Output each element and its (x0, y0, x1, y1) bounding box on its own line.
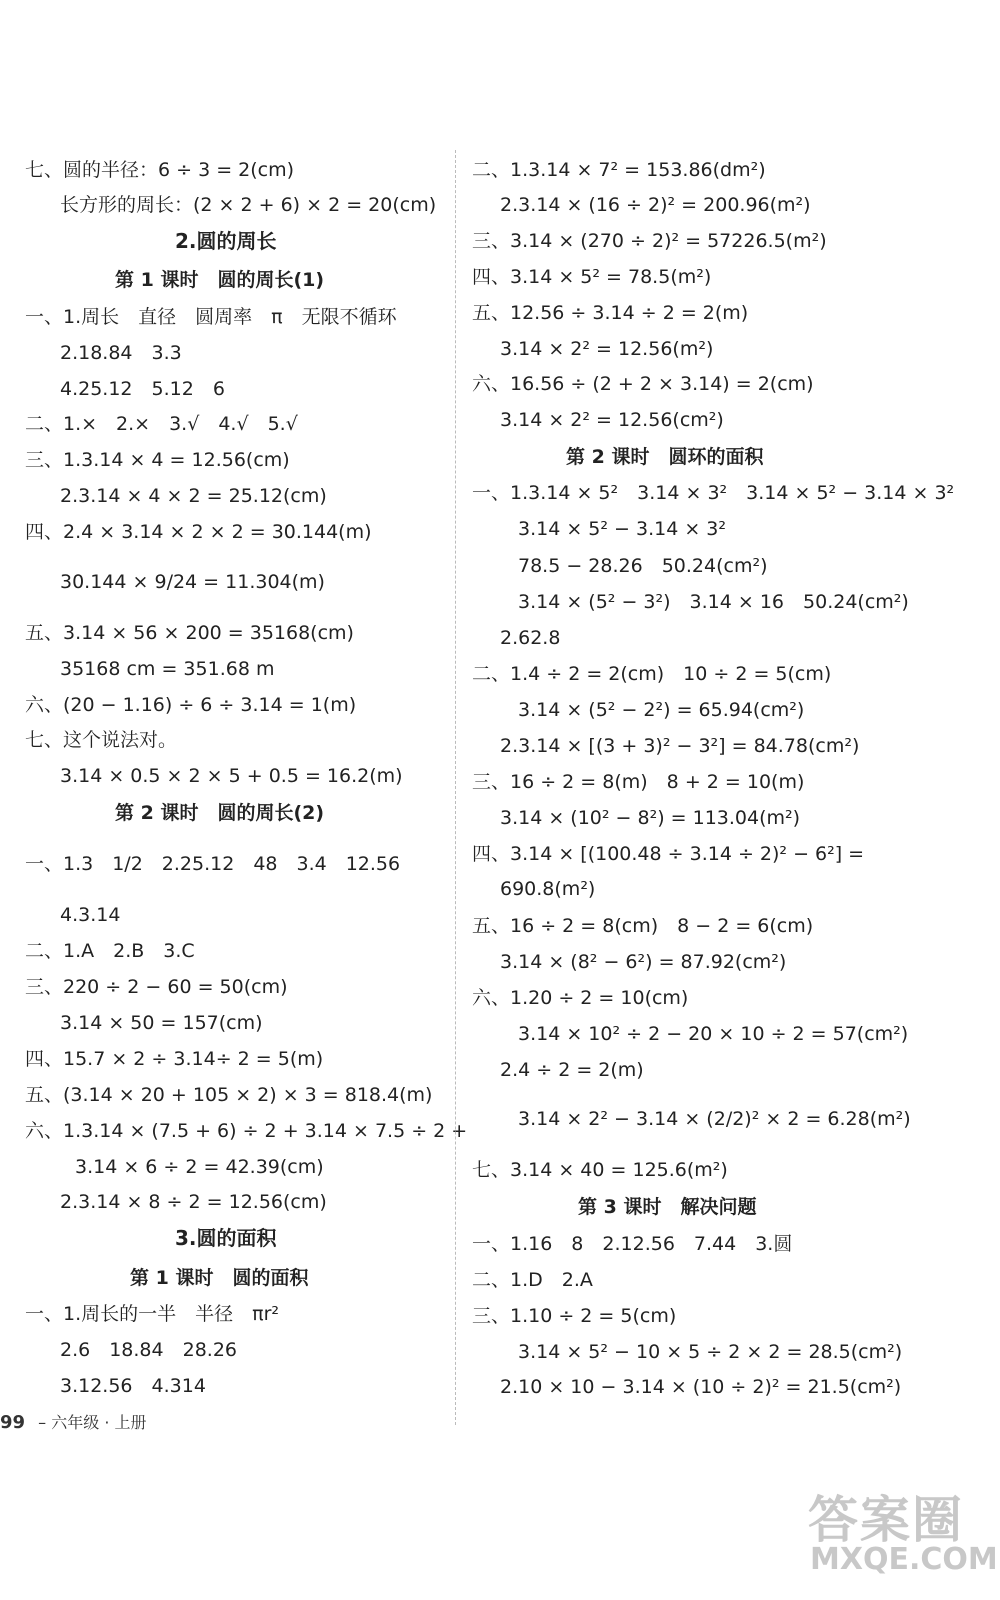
answer-line: 2.6 18.84 28.26 (60, 1339, 238, 1361)
answer-line: 四、3.14 × [(100.48 ÷ 3.14 ÷ 2)² − 6²] = (472, 843, 865, 865)
page-footer (0, 1410, 147, 1433)
section-heading: 第 3 课时 解决问题 (578, 1196, 757, 1218)
answer-line: 2.3.14 × (16 ÷ 2)² = 200.96(m²) (500, 194, 811, 216)
answer-line: 三、3.14 × (270 ÷ 2)² = 57226.5(m²) (472, 230, 827, 252)
answer-line: 一、1.3.14 × 5² 3.14 × 3² 3.14 × 5² − 3.14 × 3² (472, 482, 955, 504)
answer-line: 长方形的周长：(2 × 2 + 6) × 2 = 20(cm) (60, 194, 437, 216)
answer-line: 三、1.10 ÷ 2 = 5(cm) (472, 1305, 677, 1327)
footer-dash: – (38, 1413, 47, 1432)
answer-line: 四、3.14 × 5² = 78.5(m²) (472, 266, 712, 288)
answer-line: 2.62.8 (500, 627, 561, 649)
answer-line: 2.4 ÷ 2 = 2(m) (500, 1059, 644, 1081)
answer-line: 五、3.14 × 56 × 200 = 35168(cm) (25, 622, 354, 644)
answer-line: 六、(20 − 1.16) ÷ 6 ÷ 3.14 = 1(m) (25, 694, 357, 716)
answer-line: 3.14 × (8² − 6²) = 87.92(cm²) (500, 951, 787, 973)
answer-line: 六、16.56 ÷ (2 + 2 × 3.14) = 2(cm) (472, 373, 814, 395)
answer-line: 六、1.3.14 × (7.5 + 6) ÷ 2 + 3.14 × 7.5 ÷ 2 + (25, 1120, 468, 1142)
answer-line: 三、16 ÷ 2 = 8(m) 8 + 2 = 10(m) (472, 771, 805, 793)
section-heading: 第 1 课时 圆的面积 (130, 1267, 309, 1289)
answer-line: 六、1.20 ÷ 2 = 10(cm) (472, 987, 689, 1009)
answer-line: 七、3.14 × 40 = 125.6(m²) (472, 1159, 728, 1181)
answer-line: 三、1.3.14 × 4 = 12.56(cm) (25, 449, 290, 471)
column-divider (455, 150, 456, 1425)
answer-line: 78.5 − 28.26 50.24(cm²) (518, 555, 768, 577)
answer-line: 3.14 × 5² − 10 × 5 ÷ 2 × 2 = 28.5(cm²) (518, 1341, 903, 1363)
page-number: 99 (0, 1412, 26, 1433)
answer-line: 690.8(m²) (500, 878, 596, 900)
section-heading: 第 2 课时 圆环的面积 (566, 446, 764, 468)
answer-line: 2.3.14 × 4 × 2 = 25.12(cm) (60, 485, 327, 507)
answer-line: 3.14 × (5² − 3²) 3.14 × 16 50.24(cm²) (518, 591, 909, 613)
answer-line: 七、圆的半径：6 ÷ 3 = 2(cm) (25, 159, 295, 181)
answer-line: 4.25.12 5.12 6 (60, 378, 225, 400)
answer-line: 二、1.D 2.A (472, 1269, 593, 1291)
answer-line: 35168 cm = 351.68 m (60, 658, 275, 680)
answer-line: 3.14 × 2² = 12.56(cm²) (500, 409, 724, 431)
answer-line: 3.14 × 10² ÷ 2 − 20 × 10 ÷ 2 = 57(cm²) (518, 1023, 909, 1045)
answer-line: 3.12.56 4.314 (60, 1375, 206, 1397)
answer-line: 三、220 ÷ 2 − 60 = 50(cm) (25, 976, 288, 998)
answer-line: 一、1.3 1/2 2.25.12 48 3.4 12.56 (25, 853, 401, 875)
answer-line: 3.14 × 5² − 3.14 × 3² (518, 518, 727, 540)
answer-line: 五、(3.14 × 20 + 105 × 2) × 3 = 818.4(m) (25, 1084, 433, 1106)
watermark-main-text: 答案圈 (808, 1491, 964, 1549)
answer-line: 3.14 × 2² − 3.14 × (2/2)² × 2 = 6.28(m²) (518, 1108, 911, 1130)
watermark-logo (808, 1480, 998, 1590)
section-heading: 3.圆的面积 (175, 1226, 277, 1250)
answer-line: 3.14 × (10² − 8²) = 113.04(m²) (500, 807, 801, 829)
answer-line: 一、1.16 8 2.12.56 7.44 3.圆 (472, 1233, 793, 1255)
answer-line: 二、1.A 2.B 3.C (25, 940, 195, 962)
answer-line: 3.14 × 50 = 157(cm) (60, 1012, 263, 1034)
answer-line: 2.18.84 3.3 (60, 342, 182, 364)
answer-line: 一、1.周长的一半 半径 πr² (25, 1303, 279, 1325)
answer-line: 五、16 ÷ 2 = 8(cm) 8 − 2 = 6(cm) (472, 915, 814, 937)
watermark-url-text: MXQE.COM (810, 1542, 998, 1577)
answer-line: 四、2.4 × 3.14 × 2 × 2 = 30.144(m) (25, 521, 372, 543)
answer-line: 2.3.14 × 8 ÷ 2 = 12.56(cm) (60, 1191, 327, 1213)
answer-line: 2.10 × 10 − 3.14 × (10 ÷ 2)² = 21.5(cm²) (500, 1376, 902, 1398)
answer-line: 一、1.周长 直径 圆周率 π 无限不循环 (25, 306, 397, 328)
section-heading: 第 2 课时 圆的周长(2) (115, 802, 325, 824)
section-heading: 2.圆的周长 (175, 229, 277, 253)
answer-line: 七、这个说法对。 (25, 729, 178, 751)
answer-line: 3.14 × 6 ÷ 2 = 42.39(cm) (75, 1156, 324, 1178)
answer-line: 二、1.× 2.× 3.√ 4.√ 5.√ (25, 413, 298, 435)
section-heading: 第 1 课时 圆的周长(1) (115, 269, 325, 291)
answer-line: 3.14 × 2² = 12.56(m²) (500, 338, 714, 360)
answer-line: 二、1.3.14 × 7² = 153.86(dm²) (472, 159, 766, 181)
grade-label: 六年级 · 上册 (51, 1413, 147, 1432)
answer-line: 2.3.14 × [(3 + 3)² − 3²] = 84.78(cm²) (500, 735, 860, 757)
answer-line: 4.3.14 (60, 904, 121, 926)
answer-line: 二、1.4 ÷ 2 = 2(cm) 10 ÷ 2 = 5(cm) (472, 663, 832, 685)
answer-line: 3.14 × (5² − 2²) = 65.94(cm²) (518, 699, 805, 721)
answer-line: 五、12.56 ÷ 3.14 ÷ 2 = 2(m) (472, 302, 749, 324)
answer-line: 30.144 × 9/24 = 11.304(m) (60, 571, 325, 593)
answer-line: 3.14 × 0.5 × 2 × 5 + 0.5 = 16.2(m) (60, 765, 403, 787)
answer-line: 四、15.7 × 2 ÷ 3.14÷ 2 = 5(m) (25, 1048, 324, 1070)
